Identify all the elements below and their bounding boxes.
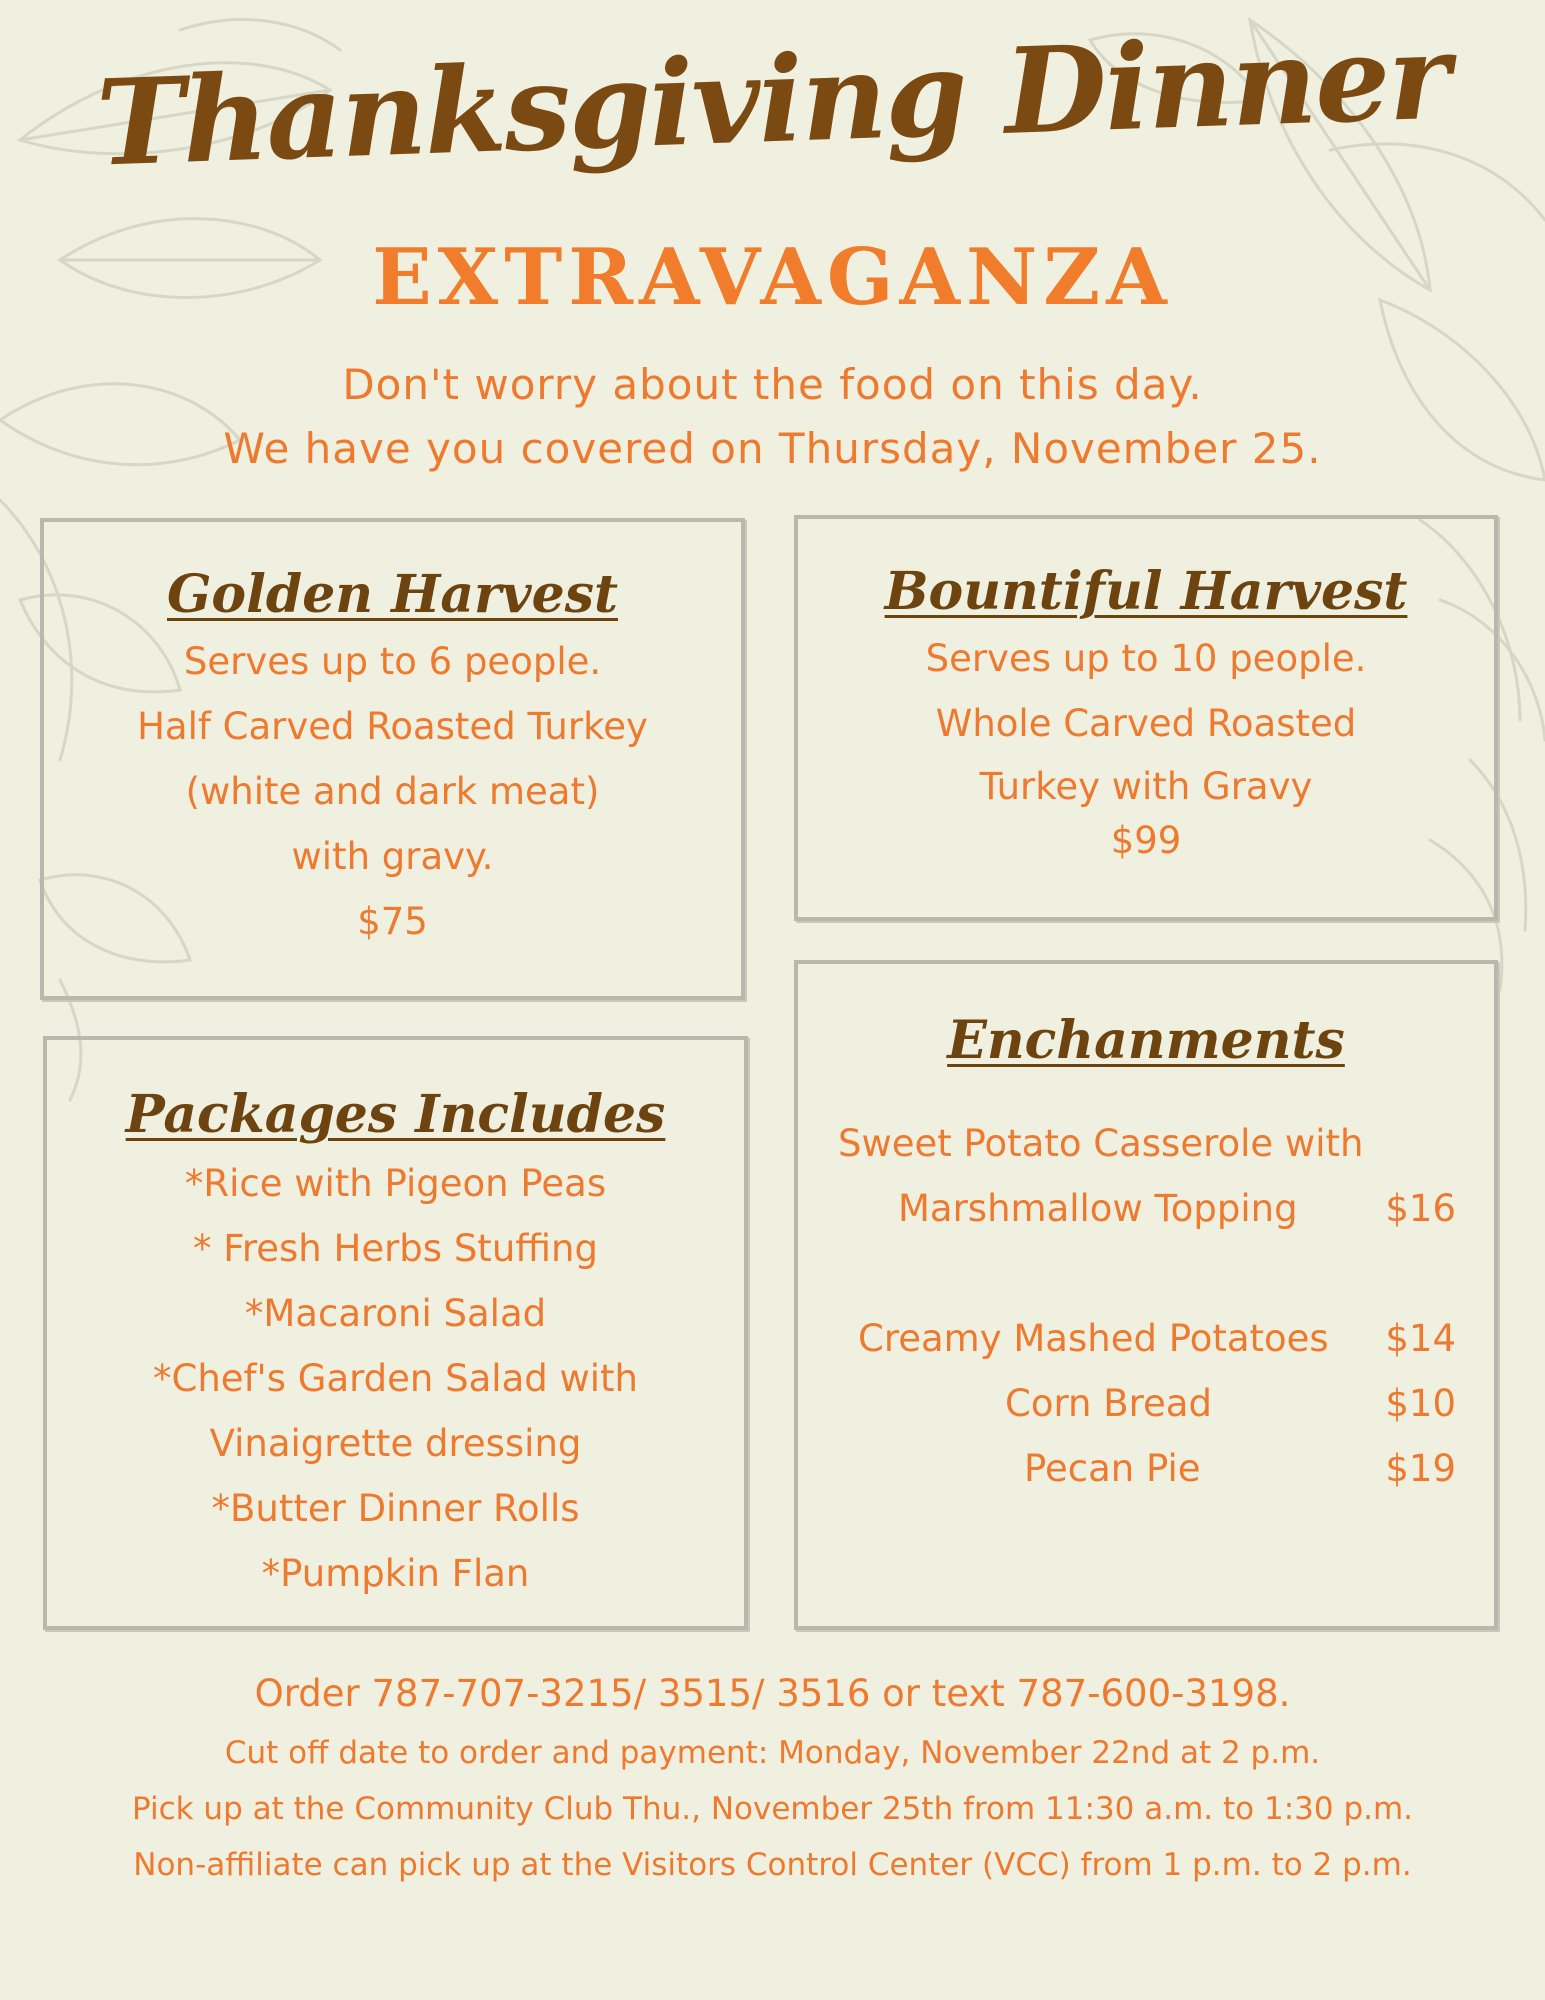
enhancements-title: Enchanments bbox=[947, 1010, 1345, 1071]
bountiful-harvest-box bbox=[794, 515, 1498, 921]
tagline-line-1: Don't worry about the food on this day. bbox=[342, 360, 1203, 409]
bountiful-price: $99 bbox=[1110, 819, 1182, 862]
bountiful-serves: Serves up to 10 people. bbox=[925, 637, 1367, 680]
enhancement-price: $16 bbox=[1385, 1187, 1456, 1230]
subtitle-extravaganza: EXTRAVAGANZA bbox=[372, 232, 1173, 323]
enhancement-item bbox=[798, 1371, 1494, 1436]
order-phone-info: Order 787-707-3215/ 3515/ 3516 or text 787-600-3198. bbox=[254, 1672, 1291, 1715]
package-item: *Rice with Pigeon Peas bbox=[184, 1162, 607, 1205]
package-item: Vinaigrette dressing bbox=[209, 1422, 582, 1465]
enhancement-item bbox=[798, 1176, 1494, 1241]
enhancements-box bbox=[794, 960, 1498, 1630]
package-item: *Chef's Garden Salad with bbox=[152, 1357, 638, 1400]
enhancement-name: Marshmallow Topping bbox=[898, 1187, 1298, 1230]
enhancement-item bbox=[798, 1111, 1494, 1176]
golden-line-gravy: with gravy. bbox=[291, 835, 494, 878]
enhancement-name: Corn Bread bbox=[1005, 1382, 1212, 1425]
package-item: *Pumpkin Flan bbox=[261, 1552, 530, 1595]
pickup-info: Pick up at the Community Club Thu., November 25th from 11:30 a.m. to 1:30 p.m. bbox=[131, 1791, 1414, 1827]
enhancement-name: Creamy Mashed Potatoes bbox=[858, 1317, 1329, 1360]
main-title: Thanksgiving Dinner bbox=[94, 6, 1451, 193]
enhancement-item bbox=[798, 1306, 1494, 1371]
enhancement-price: $19 bbox=[1385, 1447, 1456, 1490]
golden-harvest-title: Golden Harvest bbox=[166, 564, 618, 625]
packages-includes-box bbox=[43, 1036, 748, 1630]
golden-harvest-box bbox=[40, 518, 745, 1000]
packages-title: Packages Includes bbox=[125, 1084, 666, 1145]
golden-line-turkey: Half Carved Roasted Turkey bbox=[137, 705, 648, 748]
enhancement-price: $14 bbox=[1385, 1317, 1456, 1360]
tagline-line-2: We have you covered on Thursday, November 25. bbox=[223, 424, 1322, 473]
golden-serves: Serves up to 6 people. bbox=[183, 640, 602, 683]
cutoff-date-info: Cut off date to order and payment: Monday, November 22nd at 2 p.m. bbox=[224, 1735, 1321, 1771]
enhancement-name: Pecan Pie bbox=[1024, 1447, 1201, 1490]
package-item: *Butter Dinner Rolls bbox=[211, 1487, 580, 1530]
enhancement-name: Sweet Potato Casserole with bbox=[838, 1122, 1364, 1165]
nonaffiliate-pickup-info: Non-affiliate can pick up at the Visitors Control Center (VCC) from 1 p.m. to 2 p.m. bbox=[133, 1847, 1412, 1883]
bountiful-line-gravy: Turkey with Gravy bbox=[979, 765, 1313, 808]
golden-price: $75 bbox=[357, 900, 428, 943]
golden-line-meat: (white and dark meat) bbox=[185, 770, 600, 813]
package-item: * Fresh Herbs Stuffing bbox=[193, 1227, 598, 1270]
enhancement-item bbox=[798, 1436, 1494, 1501]
bountiful-harvest-title: Bountiful Harvest bbox=[884, 561, 1408, 622]
enhancement-price: $10 bbox=[1385, 1382, 1456, 1425]
bountiful-line-turkey: Whole Carved Roasted bbox=[935, 702, 1357, 745]
package-item: *Macaroni Salad bbox=[244, 1292, 547, 1335]
